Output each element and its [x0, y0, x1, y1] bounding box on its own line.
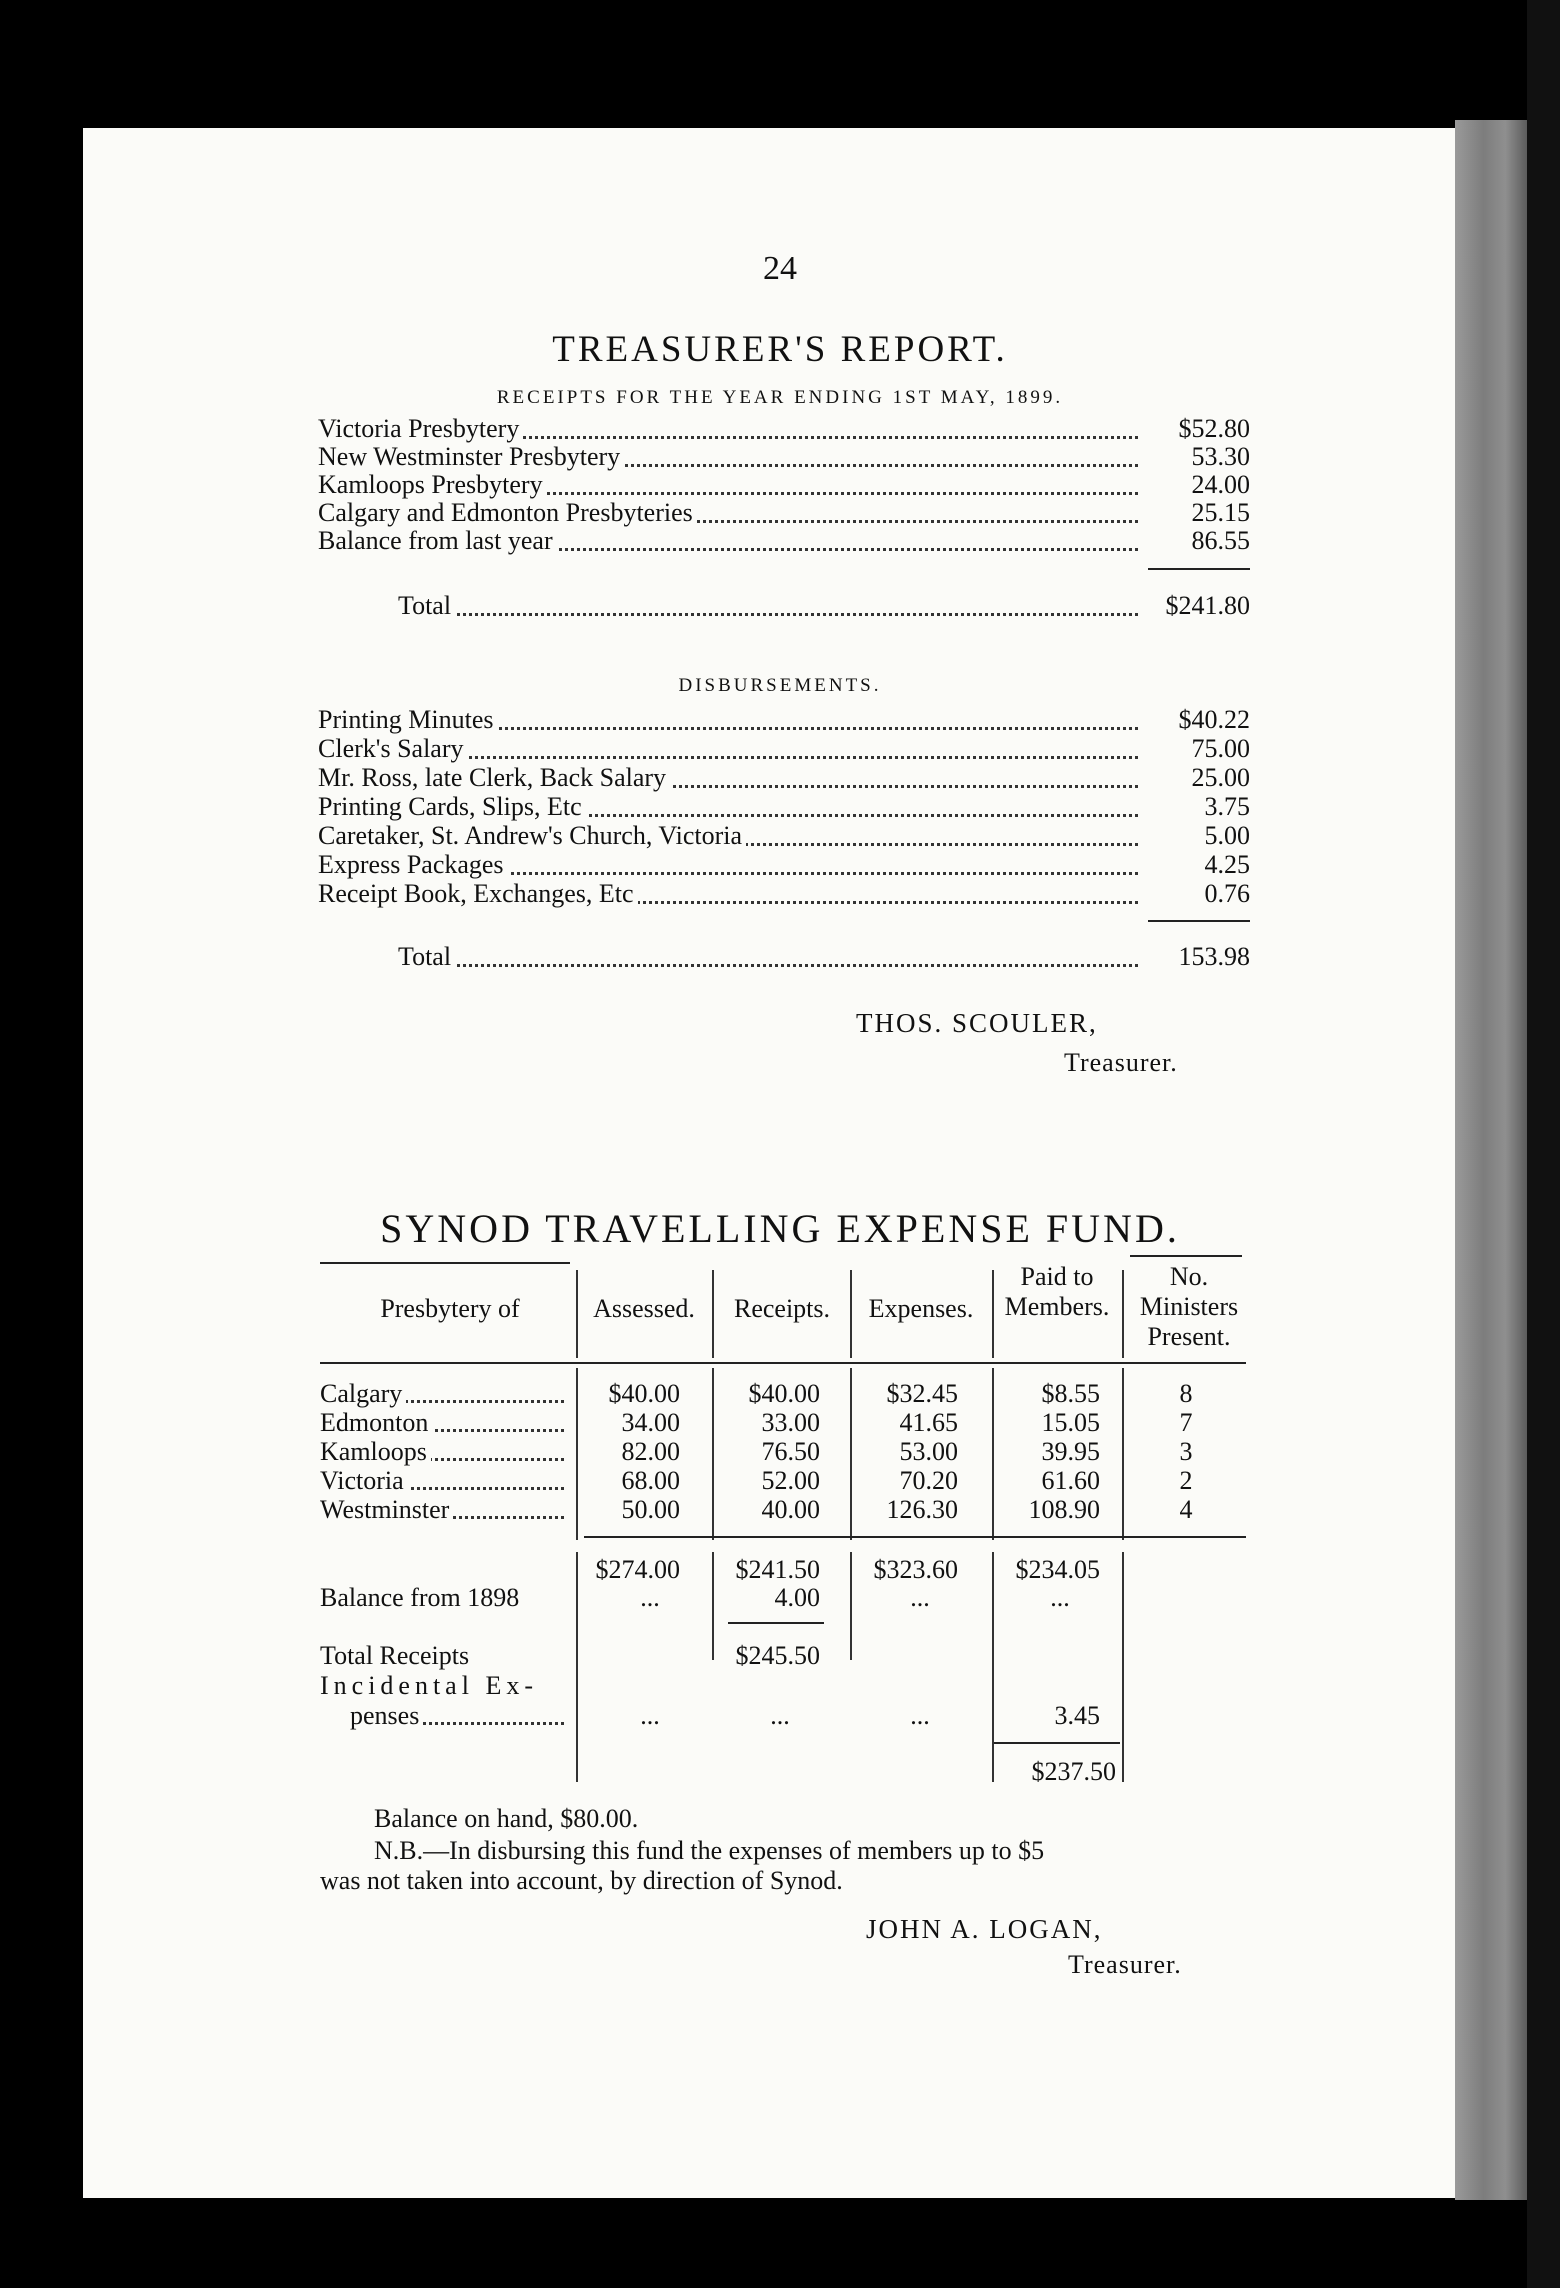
sum-rule — [994, 1742, 1120, 1744]
column-divider — [1122, 1270, 1124, 1358]
receipt-line: Victoria Presbytery $52.80 — [318, 414, 1250, 443]
header-receipts: Receipts. — [733, 1294, 831, 1323]
header-ministers-present: No. Ministers Present. — [1139, 1262, 1239, 1351]
column-divider — [1122, 1552, 1124, 1782]
disbursements-total: Total 153.98 — [398, 942, 1250, 971]
receipts-heading: RECEIPTS FOR THE YEAR ENDING 1ST MAY, 1899. — [496, 387, 1064, 408]
book-spine — [1455, 120, 1527, 2200]
header-paid-to-members: Paid to Members. — [1004, 1262, 1110, 1321]
sum-rule — [1148, 920, 1250, 922]
receipt-line: Kamloops Presbytery 24.00 — [318, 470, 1250, 499]
fund-treasurer-name: JOHN A. LOGAN, — [866, 1914, 1103, 1944]
fund-treasurer-title: Treasurer. — [1068, 1950, 1182, 1979]
column-divider — [576, 1270, 578, 1358]
table-top-rule — [1130, 1255, 1242, 1257]
disbursement-line: Mr. Ross, late Clerk, Back Salary 25.00 — [318, 763, 1250, 792]
disbursements-heading: DISBURSEMENTS. — [678, 675, 882, 696]
treasurer-signature-name: THOS. SCOULER, — [856, 1008, 1098, 1038]
travel-fund-title: SYNOD TRAVELLING EXPENSE FUND. — [380, 1206, 1180, 1251]
column-divider — [712, 1552, 714, 1660]
receipt-line: Balance from last year 86.55 — [318, 526, 1250, 555]
receipt-line: Calgary and Edmonton Presbyteries 25.15 — [318, 498, 1250, 527]
disbursement-line: Clerk's Salary 75.00 — [318, 734, 1250, 763]
footnote-line: was not taken into account, by direction of Synod. — [320, 1866, 843, 1895]
receipt-line: New Westminster Presbytery 53.30 — [318, 442, 1250, 471]
column-divider — [712, 1368, 714, 1540]
header-presbytery: Presbytery of — [380, 1294, 520, 1323]
treasurer-signature-title: Treasurer. — [1064, 1048, 1178, 1077]
column-divider — [576, 1368, 578, 1540]
column-divider — [1122, 1368, 1124, 1540]
column-divider — [712, 1270, 714, 1358]
disbursement-line: Caretaker, St. Andrew's Church, Victoria 5.00 — [318, 821, 1250, 850]
header-assessed: Assessed. — [593, 1294, 695, 1323]
table-top-rule — [320, 1262, 570, 1264]
page-number: 24 — [763, 250, 797, 287]
sum-rule — [728, 1622, 824, 1624]
disbursement-line: Receipt Book, Exchanges, Etc 0.76 — [318, 879, 1250, 908]
column-divider — [850, 1270, 852, 1358]
disbursement-line: Printing Minutes $40.22 — [318, 705, 1250, 734]
disbursement-line: Printing Cards, Slips, Etc 3.75 — [318, 792, 1250, 821]
column-divider — [576, 1552, 578, 1782]
column-divider — [992, 1270, 994, 1358]
column-divider — [850, 1368, 852, 1540]
column-divider — [850, 1552, 852, 1660]
sum-rule — [1148, 568, 1250, 570]
header-expenses: Expenses. — [868, 1294, 974, 1323]
final-paid-total: $237.50 — [1031, 1757, 1116, 1786]
totals-rule — [584, 1536, 1246, 1538]
treasurer-report-title: TREASURER'S REPORT. — [552, 329, 1008, 370]
receipts-total: Total $241.80 — [398, 591, 1250, 620]
header-rule — [320, 1362, 1246, 1364]
footnote-line: N.B.—In disbursing this fund the expenses of members up to $5 — [374, 1836, 1045, 1865]
column-divider — [992, 1552, 994, 1782]
disbursement-line: Express Packages 4.25 — [318, 850, 1250, 879]
column-divider — [992, 1368, 994, 1540]
balance-on-hand: Balance on hand, $80.00. — [374, 1804, 639, 1833]
